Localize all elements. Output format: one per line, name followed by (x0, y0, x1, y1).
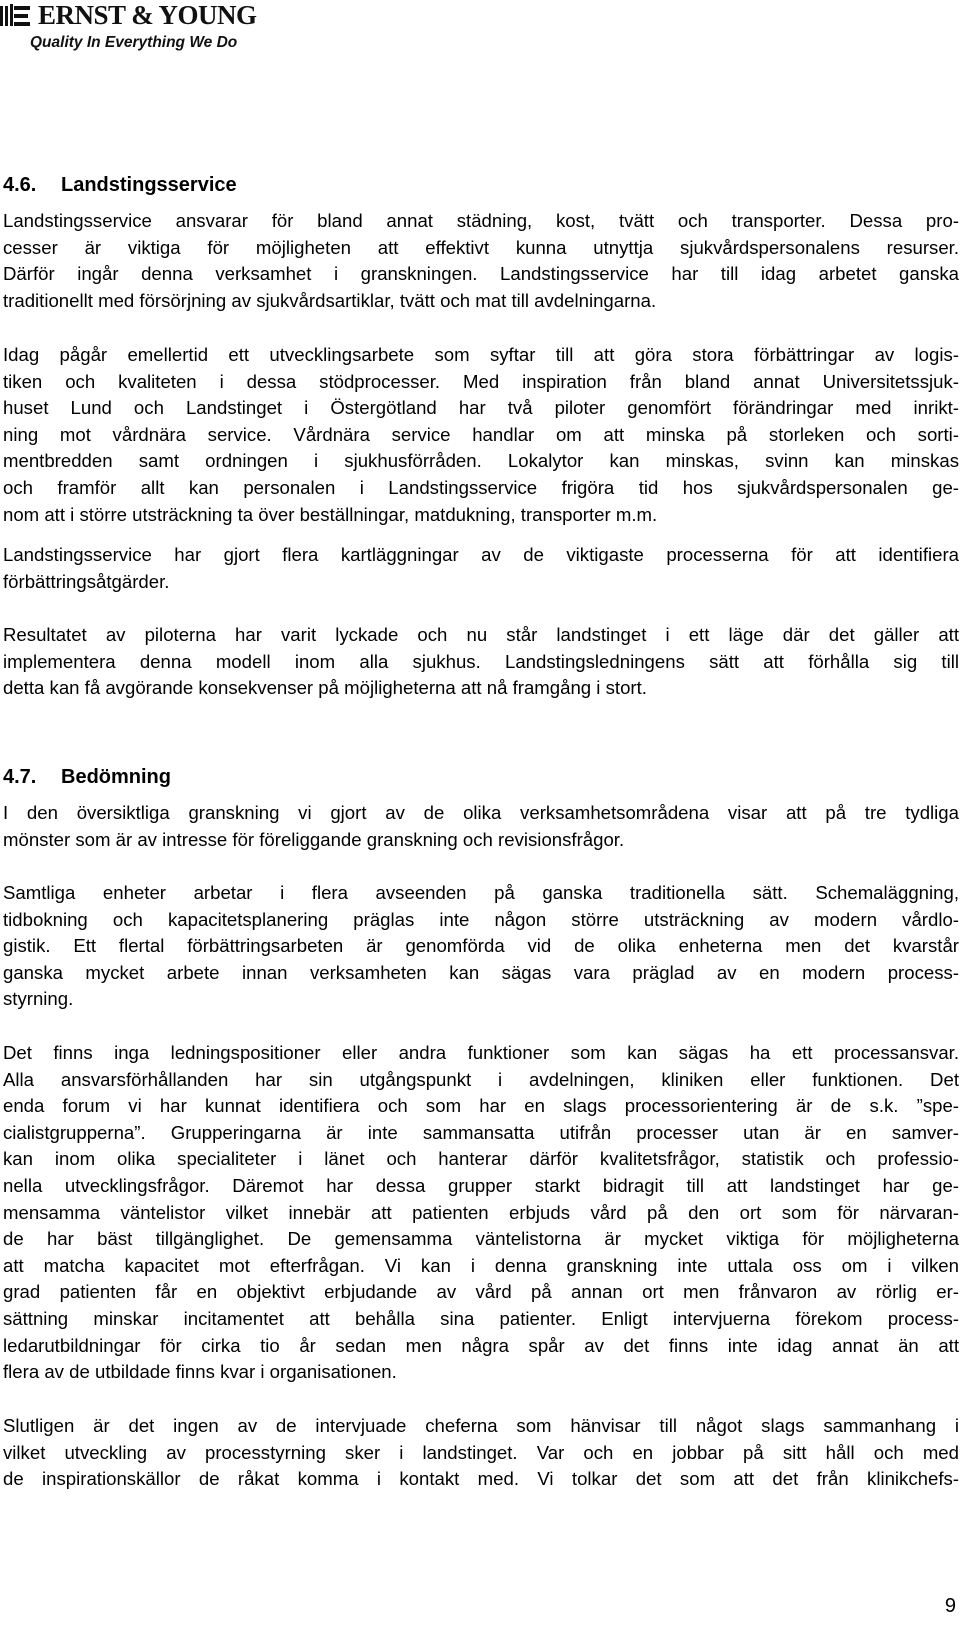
text-line: gistik. Ett flertal förbättringsarbeten är genomförda vid de olika enheterna men det kvarstår (3, 935, 959, 957)
text-line: styrning. (3, 988, 74, 1010)
text-line: ganska mycket arbete innan verksamheten kan sägas vara präglad av en modern process- (3, 961, 959, 983)
section-heading-4-6 (3, 174, 237, 197)
paragraph-4-7-4 (3, 1413, 959, 1493)
paragraph-4-6-1 (3, 208, 959, 314)
paragraph-4-6-3 (3, 542, 959, 595)
text-line: cialistgrupperna”. Grupperingarna är inte sammansatta utifrån processer utan är en samver- (3, 1121, 959, 1143)
text-line: nella utvecklingsfrågor. Däremot har dessa grupper starkt bidragit till att landstinget har ge- (3, 1174, 959, 1196)
text-line: tiken och kvaliteten i dessa stödprocesser. Med inspiration från bland annat Universitetssjuk- (3, 370, 959, 392)
text-line: Därför ingår denna verksamhet i granskningen. Landstingsservice har till idag arbetet ganska (3, 263, 959, 285)
paragraph-4-7-2 (3, 880, 959, 1013)
text-line: och framför allt kan personalen i Landstingsservice frigöra tid hos sjukvårdspersonalen ge- (3, 476, 959, 498)
paragraph-4-7-1 (3, 800, 959, 853)
text-line: implementera denna modell inom alla sjukhus. Landstingsledningens sätt att förhålla sig till (3, 650, 959, 672)
text-line: detta kan få avgörande konsekvenser på möjligheterna att nå framgång i stort. (3, 677, 647, 699)
ernst-young-bars-icon (0, 2, 34, 30)
text-line: Samtliga enheter arbetar i flera avseenden på ganska traditionella sätt. Schemaläggning, (3, 882, 959, 903)
text-line: flera av de utbildade finns kvar i organisationen. (3, 1361, 397, 1383)
text-line: de har bäst tillgänglighet. De gemensamma väntelistorna är mycket viktiga för möjligheterna (3, 1228, 959, 1250)
text-line: tidbokning och kapacitetsplanering präglas inte någon större utsträckning av modern vårdlo- (3, 908, 959, 930)
paragraph-4-7-3 (3, 1040, 959, 1386)
paragraph-4-6-2 (3, 342, 959, 528)
section-heading-4-7 (3, 766, 171, 789)
paragraph-4-6-4 (3, 622, 959, 702)
text-line: Det finns inga ledningspositioner eller andra funktioner som kan sägas ha ett processansvar. (3, 1042, 959, 1063)
text-line: huset Lund och Landstinget i Östergötland har två piloter genomfört förändringar med inrikt- (3, 397, 959, 419)
text-line: mentbredden samt ordningen i sjukhusförråden. Lokalytor kan minskas, svinn kan minskas (3, 450, 959, 472)
text-line: Idag pågår emellertid ett utvecklingsarbete som syftar till att göra stora förbättringar av logis- (3, 344, 959, 365)
text-line: enda forum vi har kunnat identifiera och som har en slags processorientering är de s.k. ”spe- (3, 1095, 959, 1117)
text-line: mensamma väntelistor vilket innebär att patienten erbjuds vård på den ort som för närvaran- (3, 1201, 959, 1223)
text-line: Resultatet av piloterna har varit lyckade och nu står landstinget i ett läge där det gäller att (3, 624, 959, 645)
page-number: 9 (944, 1595, 956, 1617)
logo-tagline: Quality In Everything We Do (30, 34, 238, 51)
text-line: förbättringsåtgärder. (3, 570, 170, 592)
logo-name: ERNST & YOUNG (38, 0, 257, 30)
text-line: traditionellt med försörjning av sjukvårdsartiklar, tvätt och mat till avdelningarna. (3, 289, 657, 311)
text-line: de inspirationskällor de råkat komma i kontakt med. Vi tolkar det som att det från klinikchefs- (3, 1468, 959, 1490)
section-title: Landstingsservice (61, 174, 237, 196)
text-line: Alla ansvarsförhållanden har sin utgångspunkt i avdelningen, kliniken eller funktionen. Det (3, 1068, 959, 1090)
section-number: 4.6. (3, 174, 37, 196)
text-line: sättning minskar incitamentet att behålla sina patienter. Enligt intervjuerna förekom process- (3, 1307, 959, 1329)
text-line: att matcha kapacitet mot efterfrågan. Vi kan i denna granskning inte uttala oss om i vilken (3, 1254, 959, 1276)
text-line: Landstingsservice har gjort flera kartläggningar av de viktigaste processerna för att identifiera (3, 544, 959, 565)
text-line: ledarutbildningar för cirka tio år sedan men några spår av det finns inte idag annat än att (3, 1334, 959, 1356)
text-line: nom att i större utsträckning ta över beställningar, matdukning, transporter m.m. (3, 503, 658, 525)
section-number: 4.7. (3, 766, 37, 788)
text-line: grad patienten får en objektivt erbjudande av vård på annan ort men frånvaron av rörlig er- (3, 1281, 959, 1303)
text-line: vilket utveckling av processtyrning sker i landstinget. Var och en jobbar på sitt håll och med (3, 1441, 959, 1463)
text-line: Slutligen är det ingen av de intervjuade cheferna som hänvisar till något slags sammanhang i (3, 1415, 959, 1436)
text-line: ning mot vårdnära service. Vårdnära service handlar om att minska på storleken och sorti- (3, 423, 959, 445)
text-line: Landstingsservice ansvarar för bland annat städning, kost, tvätt och transporter. Dessa pro- (3, 210, 959, 231)
section-title: Bedömning (61, 766, 171, 788)
text-line: cesser är viktiga för möjligheten att effektivt kunna utnyttja sjukvårdspersonalens resurser. (3, 236, 959, 258)
ernst-young-logo (0, 0, 260, 56)
text-line: I den översiktliga granskning vi gjort av de olika verksamhetsområdena visar att på tre tydliga (3, 802, 959, 823)
text-line: mönster som är av intresse för föreliggande granskning och revisionsfrågor. (3, 828, 625, 850)
text-line: kan inom olika specialiteter i länet och hanterar därför kvalitetsfrågor, statistik och professio- (3, 1148, 959, 1170)
